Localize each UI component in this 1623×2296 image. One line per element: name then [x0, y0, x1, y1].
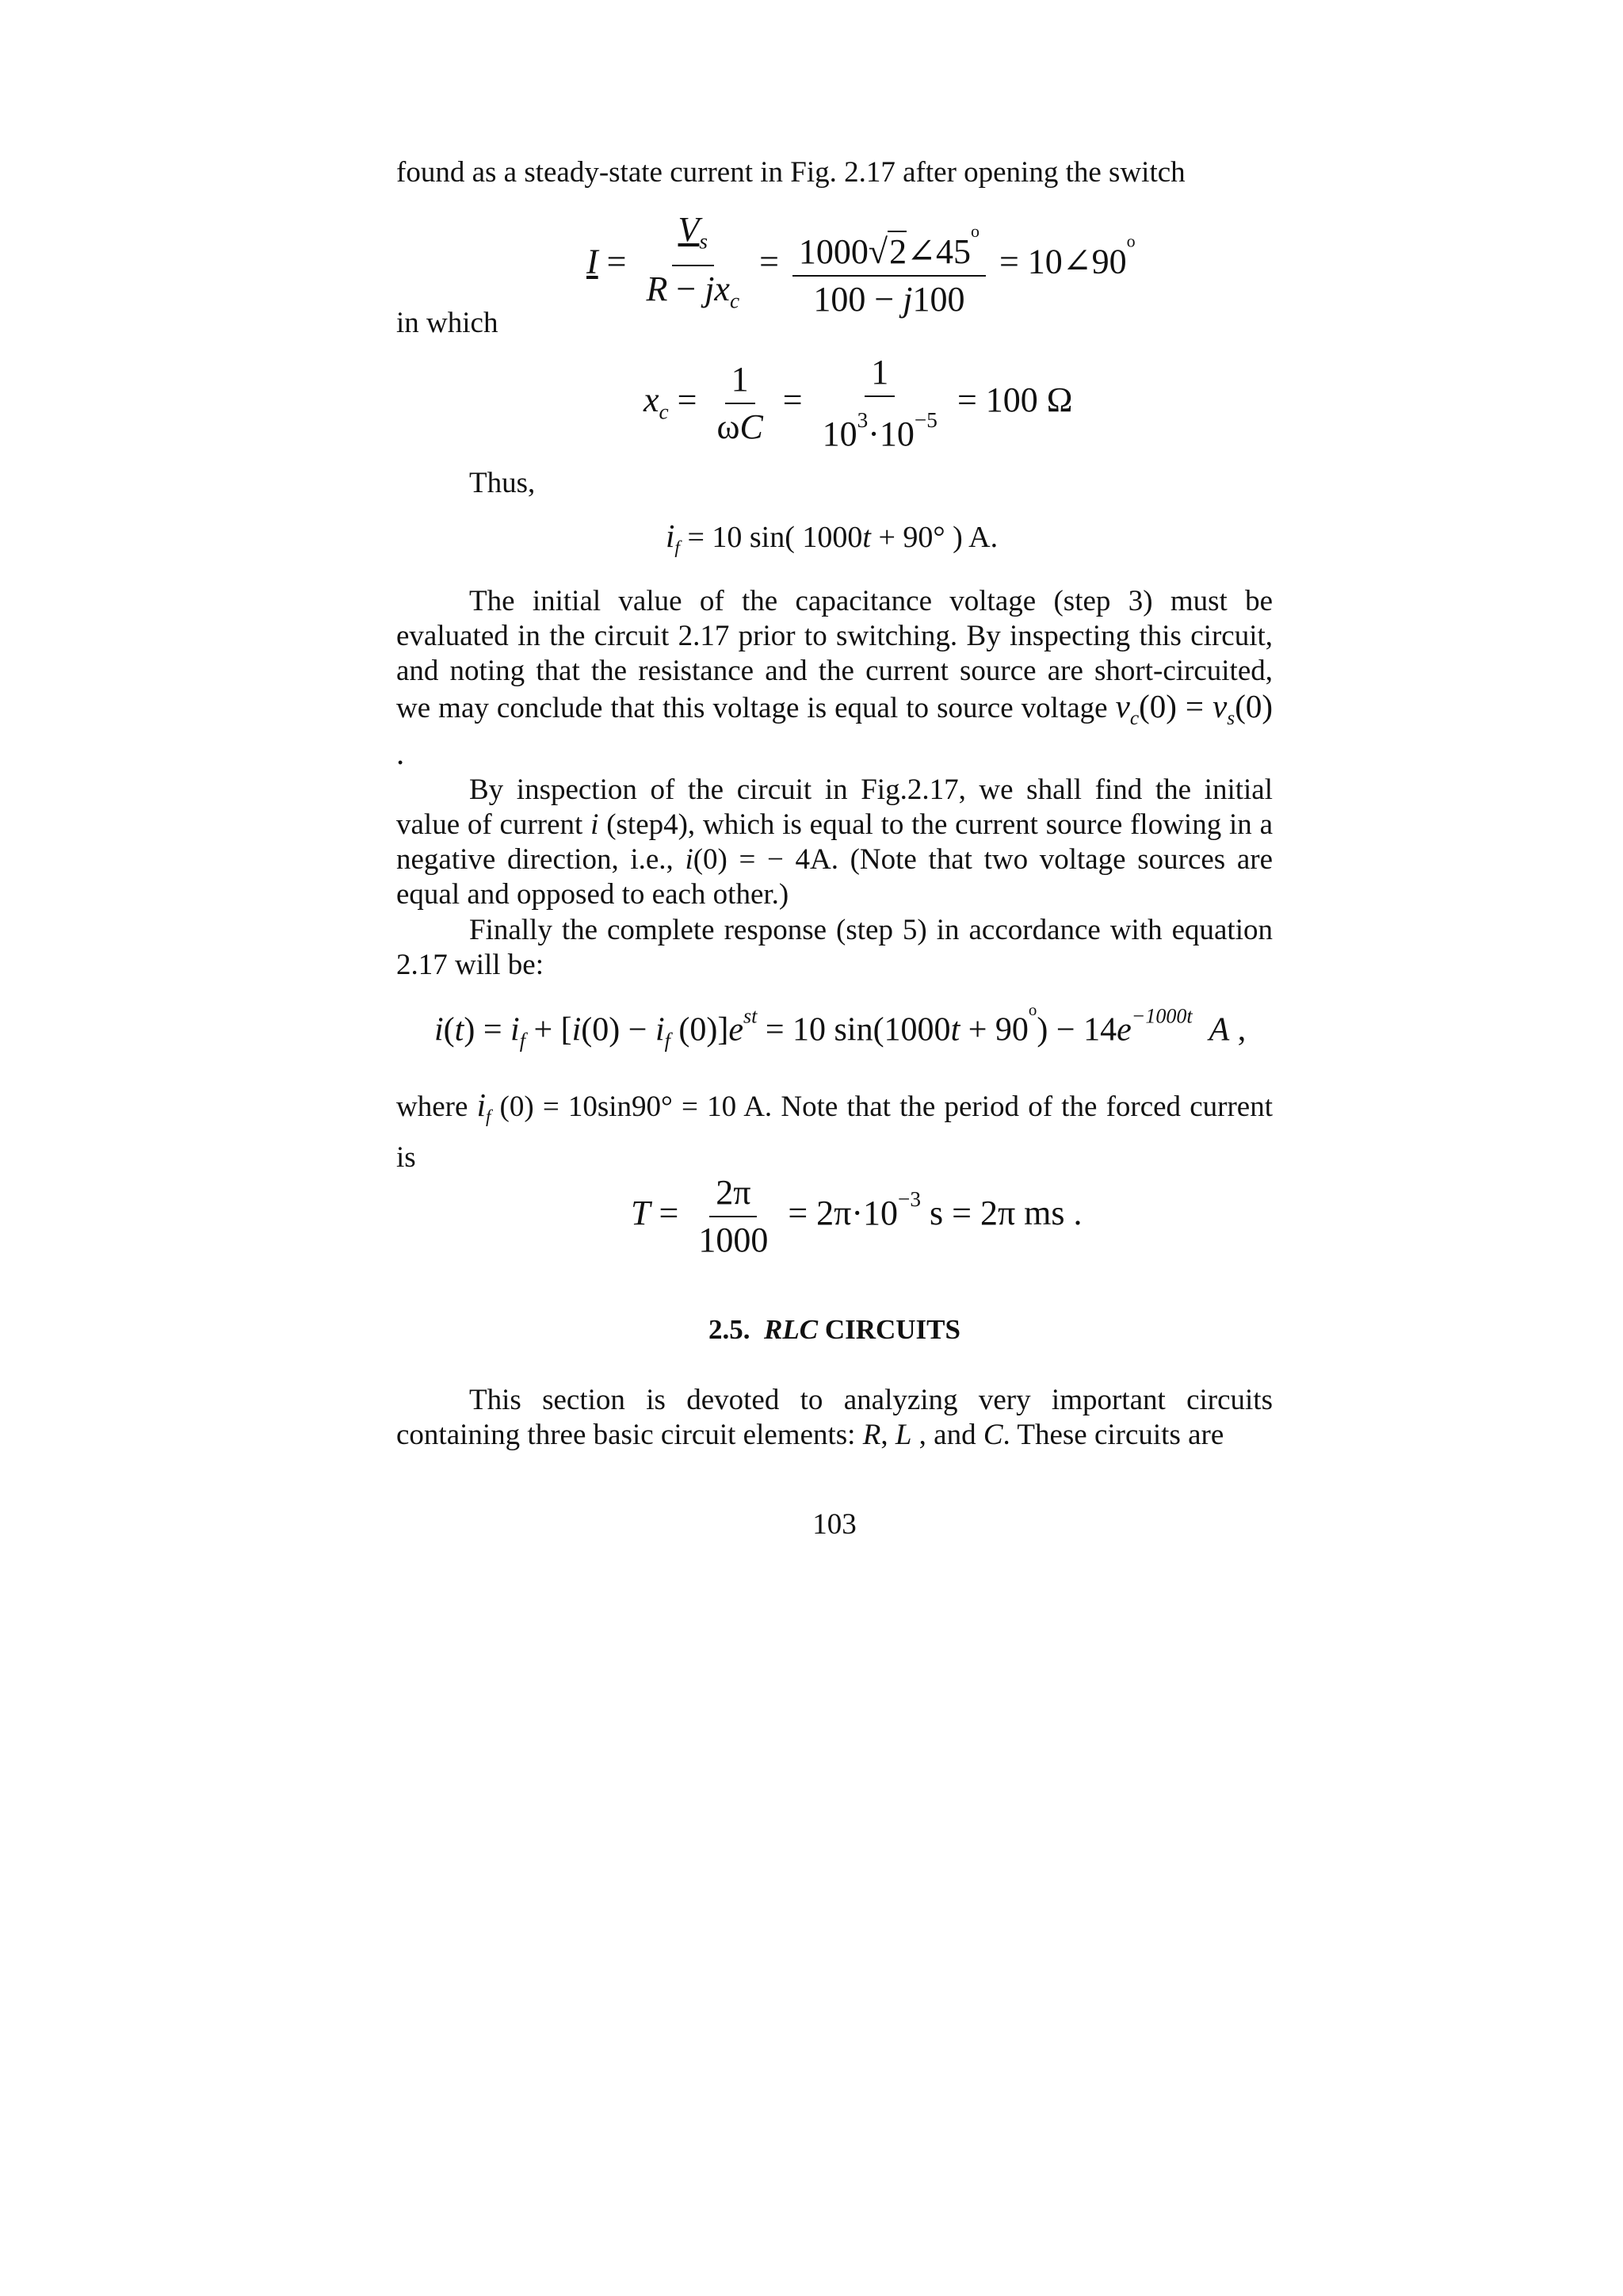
paragraph-initial-voltage: The initial value of the capacitance voltage (step 3) must be evaluated in the circuit 2.17 prior to switching. By inspecting this circuit, and noting that the resistance and the current source are short-circuited, we may conclude that this voltage is equal to source voltage $v_c(0) = v_s(0)$ .	[396, 585, 1273, 771]
equation-forced-current: $i_f = 10$ sin( 1000t + 90° ) A.	[666, 518, 999, 559]
paragraph-period: where $i_f$ (0) = 10sin90° = 10 A. Note that the period of the forced current is	[396, 1087, 1273, 1175]
equation-current-phasor: I = $\frac{V_s}{R - jx_c}$ = $\frac{1000√2\angle 45^o}{100 - j100}$ = $10\angle 90^o$	[586, 210, 1136, 320]
inline-equation: $v_c(0) = v_s(0)$ .	[396, 688, 1273, 771]
equation-reactance: $x_c$ = $\frac{1}{\omega C}$ = $\frac{1}{10^3\cdot 10^{-5}}$ = 100 Ω	[643, 353, 1073, 454]
paragraph-rlc-intro: This section is devoted to analyzing very important circuits containing three basic circuit elements: R, L , and C. These circuits are	[396, 1384, 1273, 1451]
eq-symbol: I	[586, 242, 598, 281]
paragraph-in-which: in which	[396, 307, 498, 339]
section-heading: 2.5. RLC CIRCUITS	[708, 1314, 960, 1345]
fraction: $\frac{V_s}{R - jx_c}$	[646, 210, 740, 313]
paragraph-thus: Thus,	[469, 467, 536, 499]
page-number: 103	[812, 1508, 857, 1541]
paragraph-intro: found as a steady-state current in Fig. 2.17 after opening the switch	[396, 156, 1186, 189]
fraction: $\frac{1}{\omega C}$	[716, 360, 763, 447]
paragraph-initial-current: By inspection of the circuit in Fig.2.17, we shall find the initial value of current i (step4), which is equal to the current source flowing in a negative direction, i.e., i(0) = − 4A. (Note that two voltage sources are equal and opposed to each other.)	[396, 774, 1273, 911]
fraction: $\frac{2\pi}{1000}$	[698, 1173, 769, 1259]
fraction: $\frac{1000√2\angle 45^o}{100 - j100}$	[792, 212, 986, 319]
fraction: $\frac{1}{10^3\cdot 10^{-5}}$	[822, 353, 938, 454]
paragraph-complete-response: Finally the complete response (step 5) in accordance with equation 2.17 will be:	[396, 914, 1273, 981]
equation-complete-response: $i(t) = i_f + [i(0) - i_f$ $(0)]e^{st} = 10$ $\sin(1000t + 90^o) - 14e^{-1000t}$ A ,	[434, 1000, 1247, 1052]
equation-period: T = $\frac{2\pi}{1000}$ = $2\pi\cdot 10^{-3}$ s = 2π ms .	[631, 1173, 1083, 1259]
